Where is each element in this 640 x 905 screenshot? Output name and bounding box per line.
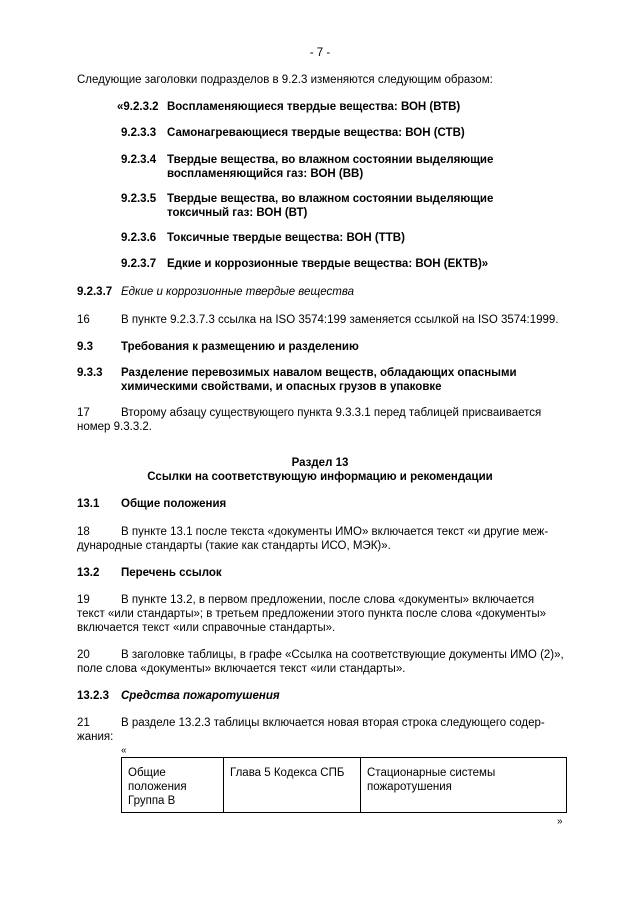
section-132-title: Перечень ссылок xyxy=(121,567,222,579)
para-17-line2: номер 9.3.3.2. xyxy=(77,421,153,433)
section-13-title: Ссылки на соответствующую информацию и рекомендации xyxy=(147,471,493,483)
section-9237-title: Едкие и коррозионные твердые вещества xyxy=(121,286,354,298)
para-19-line1 xyxy=(77,593,567,607)
table-cell-1: Общие положения Группа В xyxy=(122,758,224,813)
table-cell-3: Стационарные системы пожаротушения xyxy=(361,758,567,813)
para-21-text: В разделе 13.2.3 таблицы включается новая вторая строка следующего содер- xyxy=(121,717,545,729)
heading-9234-text: Твердые вещества, во влажном состоянии выделяющие воспламеняющийся газ: ВОН (ВВ) xyxy=(167,154,494,180)
section-131-title: Общие положения xyxy=(121,498,227,510)
para-19-line3: включается текст «или справочные стандарты». xyxy=(77,622,336,634)
para-16-text: В пункте 9.2.3.7.3 ссылка на ISO 3574:199 заменяется ссылкой на ISO 3574:1999. xyxy=(121,314,559,326)
heading-9237-text: Едкие и коррозионные твердые вещества: ВОН (ЕКТВ)» xyxy=(167,258,489,270)
para-18-num: 18 xyxy=(77,526,90,538)
heading-9237-num: 9.2.3.7 xyxy=(121,258,157,270)
intro-text: Следующие заголовки подразделов в 9.2.3 изменяются следующим образом: xyxy=(77,74,493,86)
page-number: - 7 - xyxy=(309,47,331,59)
para-20-line2: поле слова «документы» включается текст «или стандарты». xyxy=(77,663,406,675)
para-17-num: 17 xyxy=(77,407,90,419)
heading-9233-num: 9.2.3.3 xyxy=(121,127,157,139)
para-21-num: 21 xyxy=(77,717,90,729)
section-9237-num: 9.2.3.7 xyxy=(77,286,113,298)
section-1323-num: 13.2.3 xyxy=(77,690,109,702)
para-18-text: В пункте 13.1 после текста «документы ИМО» включается текст «и другие меж- xyxy=(121,526,549,538)
section-93-num: 9.3 xyxy=(77,341,93,353)
table-row xyxy=(122,758,567,813)
heading-9235-text: Твердые вещества, во влажном состоянии выделяющие токсичный газ: ВОН (ВТ) xyxy=(167,193,494,219)
section-93-title: Требования к размещению и разделению xyxy=(121,341,359,353)
inserted-table-row xyxy=(121,757,567,813)
para-20-text: В заголовке таблицы, в графе «Ссылка на соответствующие документы ИМО (2)», xyxy=(121,649,564,661)
para-19-num: 19 xyxy=(77,594,90,606)
close-quote: » xyxy=(557,816,563,827)
heading-9232-num: «9.2.3.2 xyxy=(117,101,159,113)
para-17-text: Второму абзацу существующего пункта 9.3.3.1 перед таблицей присваивается xyxy=(121,407,542,419)
para-21-line2: жания: xyxy=(77,731,114,743)
para-19-text: В пункте 13.2, в первом предложении, после слова «документы» включается xyxy=(121,594,535,606)
para-16-num: 16 xyxy=(77,314,90,326)
heading-9236-num: 9.2.3.6 xyxy=(121,232,157,244)
section-132-num: 13.2 xyxy=(77,567,100,579)
heading-9235-num: 9.2.3.5 xyxy=(121,193,157,205)
heading-9233-text: Самонагревающиеся твердые вещества: ВОН (СТВ) xyxy=(167,127,465,139)
para-20-line1 xyxy=(77,648,567,662)
section-131-num: 13.1 xyxy=(77,498,100,510)
section-933-num: 9.3.3 xyxy=(77,367,103,379)
open-quote: « xyxy=(121,745,127,756)
table-cell-2: Глава 5 Кодекса СПБ xyxy=(224,758,361,813)
para-19-line2: текст «или стандарты»; в третьем предложении этого пункта после слова «документы» xyxy=(77,608,547,620)
para-17-line1 xyxy=(77,406,567,420)
heading-9234-num: 9.2.3.4 xyxy=(121,154,157,166)
para-18-line1 xyxy=(77,525,567,539)
heading-9236-text: Токсичные твердые вещества: ВОН (ТТВ) xyxy=(167,232,405,244)
section-933-title: Разделение перевозимых навалом веществ, обладающих опасными химическими свойствами, и опасных грузов в упаковке xyxy=(121,367,517,393)
heading-9232-text: Воспламеняющиеся твердые вещества: ВОН (ВТВ) xyxy=(167,101,461,113)
section-13-label: Раздел 13 xyxy=(291,457,349,469)
section-1323-title: Средства пожаротушения xyxy=(121,690,280,702)
para-20-num: 20 xyxy=(77,649,90,661)
para-18-line2: дународные стандарты (такие как стандарты ИСО, МЭК)». xyxy=(77,540,391,552)
para-21-line1 xyxy=(77,716,567,730)
